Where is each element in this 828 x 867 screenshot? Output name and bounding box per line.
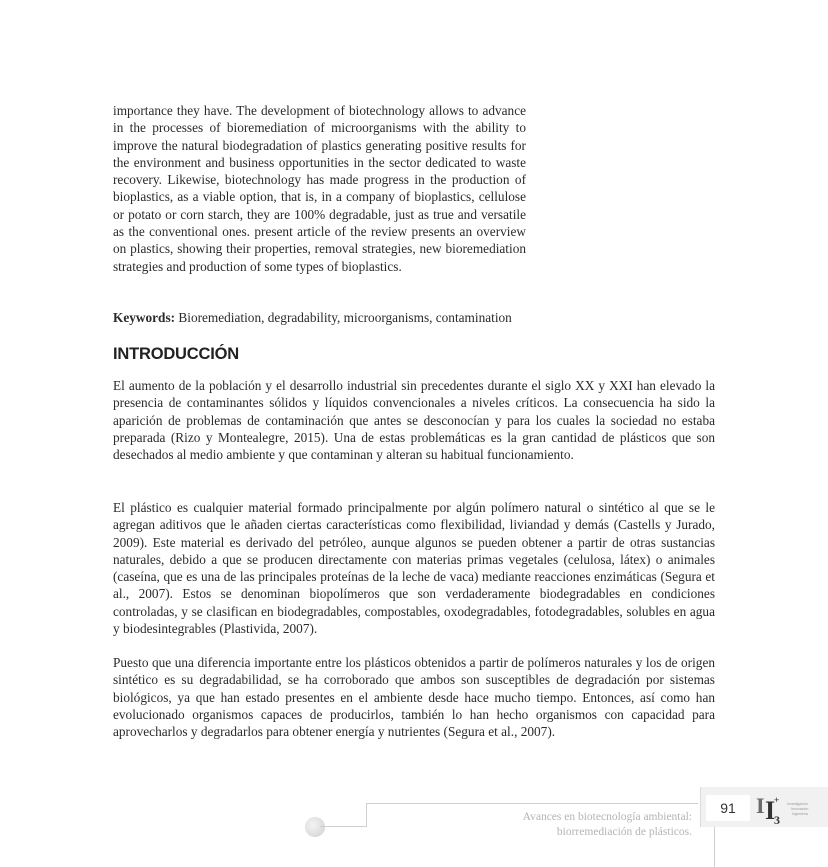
footer-rule [366, 803, 367, 827]
paragraph-text: Puesto que una diferencia importante entre los plásticos obtenidos a partir de polímeros naturales y los de origen sintético es su degradabilidad, se ha corroborado que ambos son susceptibles de degradación por sistemas biológicos, ya que han estado presentes en el ambiente desde hace mucho tiempo. Entonces, así como han evolucionado organismos capaces de producirlos, también lo han hecho organismos con capacidad para aprovecharlos y degradarlos para obtener energía y nutrientes (Segura et al., 2007). [113, 655, 715, 740]
section-heading-introduccion: INTRODUCCIÓN [113, 345, 239, 363]
paragraph-text: El aumento de la población y el desarrollo industrial sin precedentes durante el siglo XX y XXI han elevado la presencia de contaminantes sólidos y líquidos convencionales a niveles críticos. La consecuencia ha sido la aparición de problemas de contaminación que antes se desconocían y para los cuales la sociedad no estaba preparada (Rizo y Montealegre, 2015). Una de estas problemáticas es la gran cantidad de plásticos que son desechados al medio ambiente y que contaminan y alteran su habitual funcionamiento. [113, 378, 715, 463]
svg-text:I: I [756, 793, 765, 818]
page-number: 91 [706, 795, 750, 821]
abstract-paragraph: importance they have. The development of biotechnology allows to advance in the processes of bioremediation of microorganisms with the ability to improve the natural biodegradation of plastics generating positive results for the environment and business opportunities in the sector dedicated to waste recovery. Likewise, biotechnology has made progress in the production of bioplastics, as a viable option, that is, in a company of bioplastics, cellulose or potato or corn starch, they are 100% degradable, just as true and versatile as the conventional ones. present article of the review presents an overview on plastics, showing their properties, removal strategies, new bioremediation strategies and production of some types of bioplastics. [113, 103, 526, 274]
keywords-text: Bioremediation, degradability, microorganisms, contamination [178, 310, 512, 325]
keywords-label: Keywords: [113, 310, 176, 325]
abstract-text-block [113, 102, 526, 275]
keywords-line [113, 309, 543, 326]
body-paragraph-1 [113, 377, 715, 463]
svg-text:Investigación: Investigación [787, 802, 808, 806]
body-paragraph-3 [113, 654, 715, 740]
i3-logo-icon [756, 791, 822, 825]
footer-rule [714, 826, 715, 867]
svg-text:Innovación: Innovación [791, 807, 809, 811]
svg-text:3: 3 [774, 813, 780, 825]
paragraph-text: El plástico es cualquier material formado principalmente por algún polímero natural o sintético al que se le agregan aditivos que le añaden ciertas características como flexibilidad, liviandad y demás (Castells y Jurado, 2009). Este material es derivado del petróleo, aunque algunos se pueden obtener a partir de otras sustancias naturales, debido a que se producen directamente con materias primas vegetales (celulosa, látex) o animales (caseína, que es una de las principales proteínas de la leche de vaca) mediante reacciones enzimáticas (Segura et al., 2007). Estos se denominan biopolímeros que son verdaderamente biodegradables en condiciones controladas, y se clasifican en biodegradables, compostables, oxodegradables, fotodegradables, solubles en agua y biodesintegrables (Plastivida, 2007). [113, 500, 715, 637]
svg-text:I: I [765, 796, 776, 825]
footer-rule [320, 826, 367, 827]
body-paragraph-2 [113, 499, 715, 637]
footer-running-title [523, 810, 692, 840]
svg-text:+: + [774, 795, 780, 805]
svg-text:Ingeniería: Ingeniería [792, 812, 808, 816]
footer-caption-line-1: Avances en biotecnología ambiental: [522, 811, 692, 823]
footer-caption-line-2: biorremediación de plásticos. [556, 826, 692, 838]
footer-rule [366, 803, 698, 804]
footer-decorative-dot [305, 817, 325, 837]
